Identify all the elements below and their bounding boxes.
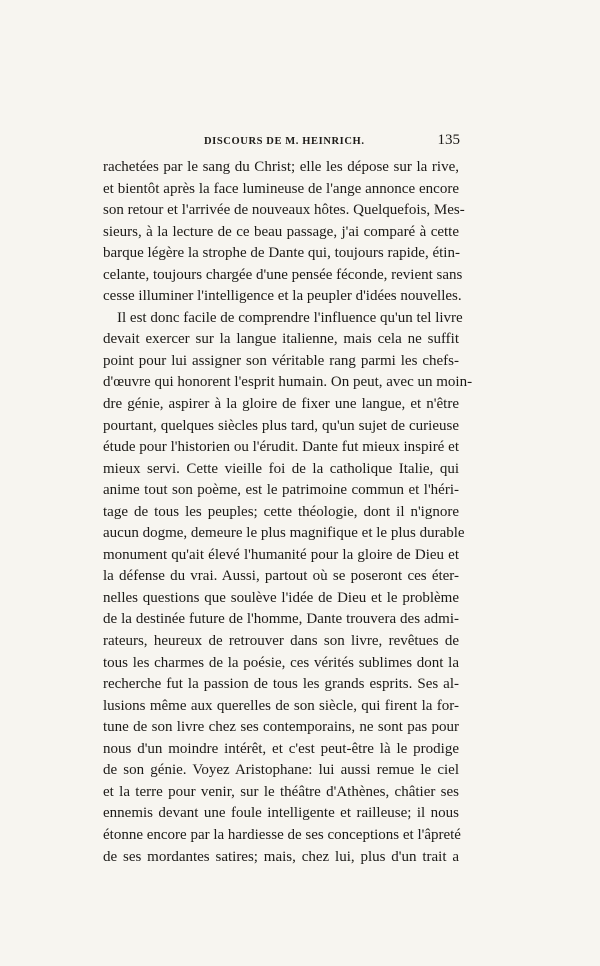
- text-line: tous les charmes de la poésie, ces vérités sublimes dont la: [103, 654, 459, 671]
- text-line: sieurs, à la lecture de ce beau passage, j'ai comparé à cette: [103, 223, 459, 240]
- text-line: de la destinée future de l'homme, Dante trouvera des admi-: [103, 611, 459, 628]
- text-line: cesse illuminer l'intelligence et la peupler d'idées nouvelles.: [103, 288, 462, 305]
- text-line: tage de tous les peuples; cette théologie, dont il n'ignore: [103, 503, 459, 520]
- text-line: étonne encore par la hardiesse de ses conceptions et l'âpreté: [103, 826, 461, 843]
- text-line: et la terre pour venir, sur le théâtre d'Athènes, châtier ses: [103, 783, 459, 800]
- text-line: la défense du vrai. Aussi, partout où se poseront ces éter-: [103, 568, 459, 585]
- running-head-title: DISCOURS DE M. HEINRICH.: [204, 136, 365, 147]
- text-line: de ses mordantes satires; mais, chez lui, plus d'un trait a: [103, 848, 459, 865]
- text-line: son retour et l'arrivée de nouveaux hôtes. Quelquefois, Mes-: [103, 202, 465, 219]
- text-line: mieux servi. Cette vieille foi de la catholique Italie, qui: [103, 460, 459, 477]
- text-line: nous d'un moindre intérêt, et c'est peut-être là le prodige: [103, 740, 459, 757]
- page-number: 135: [437, 132, 460, 148]
- text-line: recherche fut la passion de tous les grands esprits. Ses al-: [103, 676, 459, 693]
- text-line: lusions même aux querelles de son siècle, qui firent la for-: [103, 697, 459, 714]
- text-line: barque légère la strophe de Dante qui, toujours rapide, étin-: [103, 245, 460, 262]
- text-line: pourtant, quelques siècles plus tard, qu'un sujet de curieuse: [103, 417, 459, 434]
- text-line: d'œuvre qui honorent l'esprit humain. On peut, avec un moin-: [103, 374, 473, 391]
- text-line: et bientôt après la face lumineuse de l'ange annonce encore: [103, 180, 459, 197]
- text-line: dre génie, aspirer à la gloire de fixer une langue, et n'être: [103, 396, 459, 413]
- text-line: nelles questions que soulève l'idée de Dieu et le problème: [103, 589, 459, 606]
- text-line: rateurs, heureux de retrouver dans son livre, revêtues de: [103, 633, 459, 650]
- text-line: anime tout son poème, est le patrimoine commun et l'héri-: [103, 482, 459, 499]
- text-line: rachetées par le sang du Christ; elle les dépose sur la rive,: [103, 159, 459, 175]
- text-line: Il est donc facile de comprendre l'influence qu'un tel livre: [117, 309, 463, 326]
- body-text: [103, 157, 473, 868]
- text-line: de son génie. Voyez Aristophane: lui aussi remue le ciel: [103, 762, 459, 779]
- running-head: [104, 132, 460, 152]
- text-line: celante, toujours chargée d'une pensée féconde, revient sans: [103, 266, 463, 283]
- text-line: ennemis devant une foule intelligente et railleuse; il nous: [103, 805, 459, 822]
- text-line: devait exercer sur la langue italienne, mais cela ne suffit: [103, 331, 459, 348]
- text-line: aucun dogme, demeure le plus magnifique et le plus durable: [103, 525, 465, 542]
- text-line: monument qu'ait élevé l'humanité pour la gloire de Dieu et: [103, 546, 459, 563]
- text-line: tune de son livre chez ses contemporains, ne sont pas pour: [103, 719, 459, 736]
- text-line: point pour lui assigner son véritable rang parmi les chefs-: [103, 352, 459, 369]
- text-line: étude pour l'historien ou l'érudit. Dante fut mieux inspiré et: [103, 439, 459, 456]
